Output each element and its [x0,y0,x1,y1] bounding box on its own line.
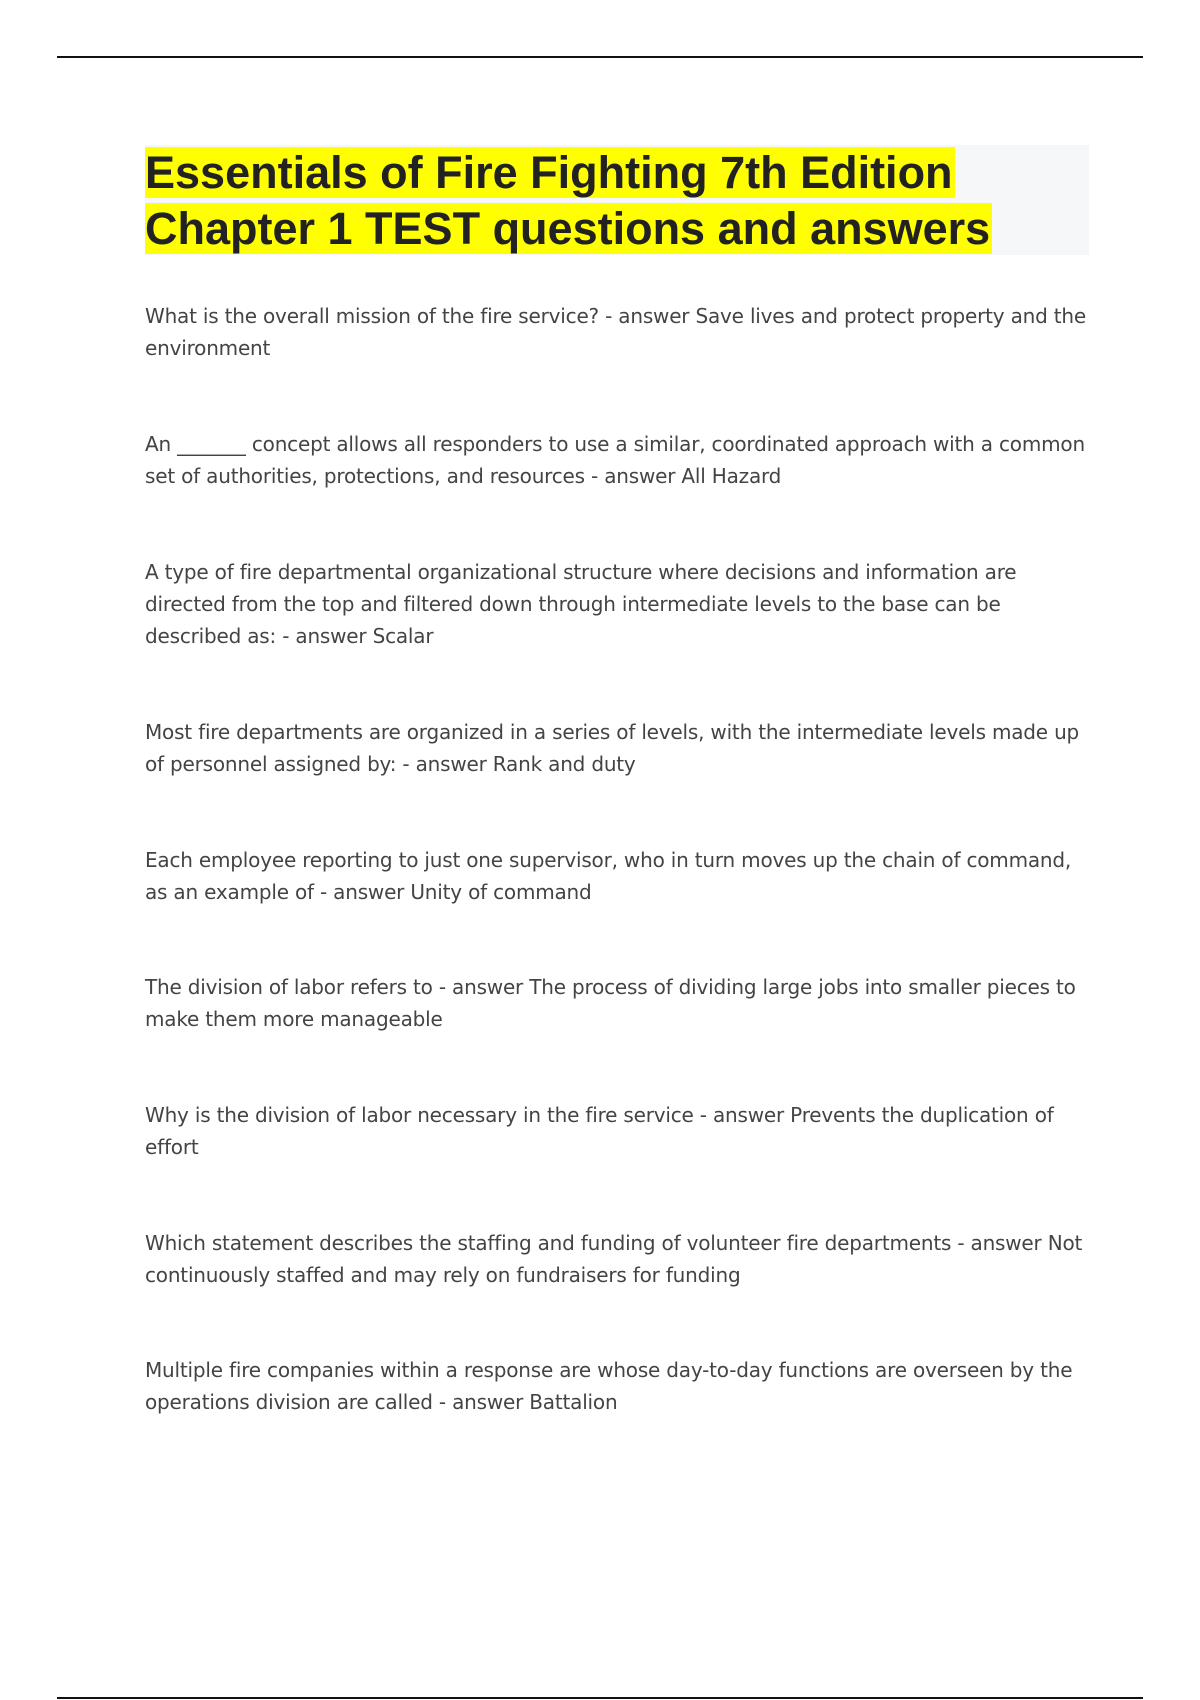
qa-item-8: Which statement describes the staffing and funding of volunteer fire departments - answer Not continuously staffed and may rely on fundraisers for funding [145,1231,1083,1287]
qa-item-9: Multiple fire companies within a response are whose day-to-day functions are overseen by the operations division are called - answer Battalion [145,1358,1073,1414]
qa-item-1: What is the overall mission of the fire service? - answer Save lives and protect property and the environment [145,304,1086,360]
qa-item-7: Why is the division of labor necessary in the fire service - answer Prevents the duplication of effort [145,1103,1054,1159]
top-divider [57,56,1143,58]
bottom-divider [57,1697,1143,1699]
qa-item-5: Each employee reporting to just one supervisor, who in turn moves up the chain of command, as an example of - answer Unity of command [145,848,1072,904]
qa-item-3: A type of fire departmental organizational structure where decisions and information are directed from the top and filtered down through intermediate levels to the base can be described as: - answer Scalar [145,560,1017,648]
document-title [145,145,1089,257]
title-line-1: Essentials of Fire Fighting 7th Edition [145,147,953,198]
title-line-2: Chapter 1 TEST questions and answers [145,203,991,254]
qa-item-2: An _______ concept allows all responders to use a similar, coordinated approach with a common set of authorities, protections, and resources - answer All Hazard [145,432,1085,488]
qa-item-6: The division of labor refers to - answer The process of dividing large jobs into smaller pieces to make them more manageable [145,975,1076,1031]
title-block [145,145,1089,255]
qa-item-4: Most fire departments are organized in a series of levels, with the intermediate levels made up of personnel assigned by: - answer Rank and duty [145,720,1080,776]
